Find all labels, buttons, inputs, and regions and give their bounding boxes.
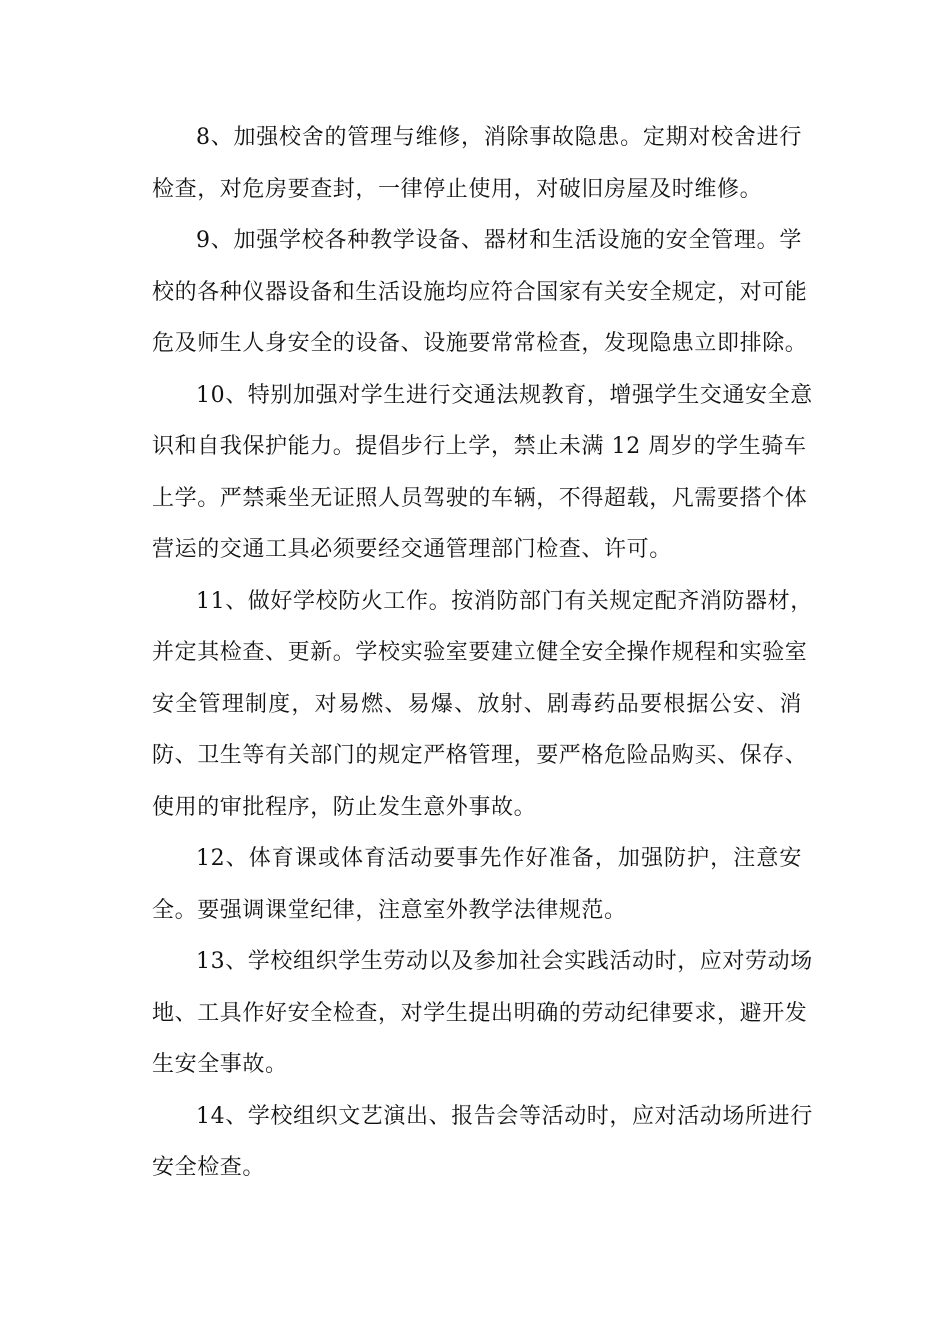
text-line: 使用的审批程序，防止发生意外事故。	[152, 794, 537, 820]
paragraph-item-14	[152, 1091, 813, 1194]
paragraph-item-12	[152, 833, 802, 936]
paragraph-item-13	[152, 936, 813, 1091]
text-line: 检查，对危房要查封，一律停止使用，对破旧房屋及时维修。	[152, 176, 763, 202]
text-line: 识和自我保护能力。提倡步行上学，禁止未满 12 周岁的学生骑车	[152, 434, 807, 459]
text-line: 全。要强调课堂纪律，注意室外教学法律规范。	[152, 897, 627, 923]
text-line: 生安全事故。	[152, 1052, 288, 1077]
text-line: 8、加强校舍的管理与维修，消除事故隐患。定期对校舍进行	[196, 125, 802, 150]
text-line: 地、工具作好安全检查，对学生提出明确的劳动纪律要求，避开发	[152, 1000, 808, 1026]
paragraph-item-9	[152, 215, 808, 370]
text-line: 并定其检查、更新。学校实验室要建立健全安全操作规程和实验室	[152, 640, 808, 665]
document-body	[152, 112, 813, 1194]
text-line: 防、卫生等有关部门的规定严格管理，要严格危险品购买、保存、	[152, 743, 808, 768]
text-line: 危及师生人身安全的设备、设施要常常检查，发现隐患立即排除。	[152, 331, 808, 356]
text-line: 营运的交通工具必须要经交通管理部门检查、许可。	[152, 537, 672, 562]
text-line: 9、加强学校各种教学设备、器材和生活设施的安全管理。学	[196, 228, 802, 253]
paragraph-item-11	[152, 576, 813, 834]
paragraph-item-10	[152, 370, 813, 576]
paragraph-item-8	[152, 112, 802, 215]
text-line: 安全管理制度，对易燃、易爆、放射、剧毒药品要根据公安、消	[152, 691, 802, 717]
text-line: 上学。严禁乘坐无证照人员驾驶的车辆，不得超载，凡需要搭个体	[152, 485, 808, 511]
text-line: 校的各种仪器设备和生活设施均应符合国家有关安全规定，对可能	[152, 279, 808, 305]
text-line: 13、学校组织学生劳动以及参加社会实践活动时，应对劳动场	[196, 949, 813, 974]
text-line: 11、做好学校防火工作。按消防部门有关规定配齐消防器材，	[196, 588, 813, 614]
text-line: 14、学校组织文艺演出、报告会等活动时，应对活动场所进行	[196, 1103, 813, 1129]
text-line: 安全检查。	[152, 1155, 266, 1180]
text-line: 10、特别加强对学生进行交通法规教育，增强学生交通安全意	[196, 382, 813, 408]
text-line: 12、体育课或体育活动要事先作好准备，加强防护，注意安	[196, 846, 802, 871]
